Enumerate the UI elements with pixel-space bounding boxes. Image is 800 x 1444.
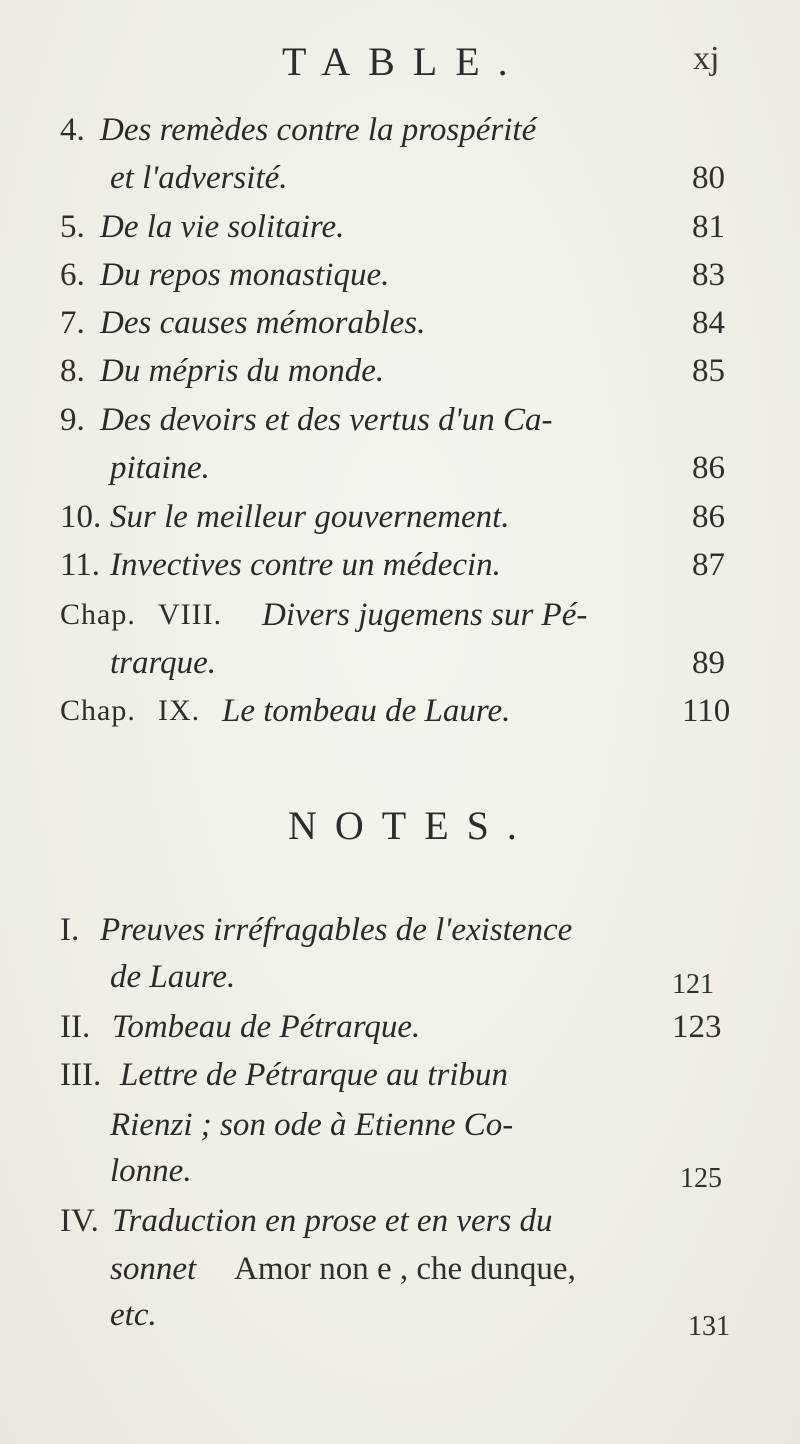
toc-entry-continued xyxy=(0,443,800,493)
note-entry-continued xyxy=(0,1146,800,1196)
note-entry xyxy=(0,1002,800,1052)
note-page: 121 xyxy=(672,969,714,1000)
toc-entry xyxy=(0,395,800,445)
chapter-page: 89 xyxy=(692,645,725,681)
note-title: lonne. xyxy=(110,1153,192,1189)
note-title: Lettre de Pétrarque au tribun xyxy=(120,1057,509,1093)
toc-entry xyxy=(0,298,800,348)
chapter-entry xyxy=(0,686,800,736)
note-page: 131 xyxy=(688,1311,730,1342)
chapter-label: Chap. xyxy=(60,598,136,631)
toc-number: 10. xyxy=(60,499,102,535)
toc-title: Des remèdes contre la prospérité xyxy=(100,112,537,148)
chapter-entry-continued xyxy=(0,638,800,688)
toc-page: 81 xyxy=(692,209,725,245)
chapter-entry xyxy=(0,590,800,640)
toc-entry xyxy=(0,105,800,155)
toc-number: 11. xyxy=(60,547,101,583)
note-entry-continued xyxy=(0,1290,800,1340)
running-title: TABLE. xyxy=(282,39,526,84)
note-page: 123 xyxy=(672,1009,722,1045)
toc-title: Invectives contre un médecin. xyxy=(110,547,501,583)
toc-page: 85 xyxy=(692,353,725,389)
chapter-title: trarque. xyxy=(110,645,217,681)
toc-title: Des causes mémorables. xyxy=(100,305,426,341)
chapter-title: Le tombeau de Laure. xyxy=(222,693,511,729)
toc-page: 87 xyxy=(692,547,725,583)
note-number: IV. xyxy=(60,1203,99,1239)
toc-entry xyxy=(0,202,800,252)
chapter-page: 110 xyxy=(682,693,731,729)
toc-title: Du repos monastique. xyxy=(100,257,390,293)
note-entry xyxy=(0,1050,800,1100)
toc-number: 8. xyxy=(60,353,85,389)
note-title: Rienzi ; son ode à Etienne Co- xyxy=(110,1107,514,1143)
note-number: I. xyxy=(60,912,80,948)
note-page: 125 xyxy=(680,1163,722,1194)
note-upright-text: Amor non e , che dunque, xyxy=(234,1251,576,1287)
chapter-roman: VIII. xyxy=(158,598,223,631)
toc-number: 7. xyxy=(60,305,85,341)
toc-number: 5. xyxy=(60,209,85,245)
toc-page: 83 xyxy=(692,257,725,293)
chapter-roman: IX. xyxy=(158,694,201,727)
toc-entry xyxy=(0,250,800,300)
toc-title: et l'adversité. xyxy=(110,160,288,196)
chapter-title: Divers jugemens sur Pé- xyxy=(262,597,588,633)
notes-heading: NOTES. xyxy=(288,803,535,848)
note-title: Tombeau de Pétrarque. xyxy=(112,1009,421,1045)
note-entry xyxy=(0,905,800,955)
toc-entry xyxy=(0,540,800,590)
note-title: Preuves irréfragables de l'existence xyxy=(100,912,573,948)
note-title: etc. xyxy=(110,1297,157,1333)
toc-title: pitaine. xyxy=(110,450,210,486)
toc-entry xyxy=(0,346,800,396)
note-entry-continued xyxy=(0,952,800,1002)
toc-page: 86 xyxy=(692,499,725,535)
toc-page: 84 xyxy=(692,305,725,341)
note-title: Traduction en prose et en vers du xyxy=(112,1203,553,1239)
note-number: II. xyxy=(60,1009,91,1045)
toc-number: 6. xyxy=(60,257,85,293)
note-entry xyxy=(0,1196,800,1246)
toc-title: De la vie solitaire. xyxy=(100,209,345,245)
note-number: III. xyxy=(60,1057,102,1093)
toc-page: 86 xyxy=(692,450,725,486)
toc-title: Des devoirs et des vertus d'un Ca- xyxy=(100,402,553,438)
toc-number: 9. xyxy=(60,402,85,438)
chapter-label: Chap. xyxy=(60,694,136,727)
toc-title: Du mépris du monde. xyxy=(100,353,385,389)
toc-title: Sur le meilleur gouvernement. xyxy=(110,499,510,535)
running-head xyxy=(0,38,800,88)
note-title: de Laure. xyxy=(110,959,236,995)
toc-entry-continued xyxy=(0,153,800,203)
toc-entry xyxy=(0,492,800,542)
note-entry-continued xyxy=(0,1100,800,1150)
folio: xj xyxy=(693,40,720,77)
note-entry-continued xyxy=(0,1244,800,1294)
note-title: sonnet xyxy=(110,1251,197,1287)
toc-page: 80 xyxy=(692,160,725,196)
toc-number: 4. xyxy=(60,112,85,148)
